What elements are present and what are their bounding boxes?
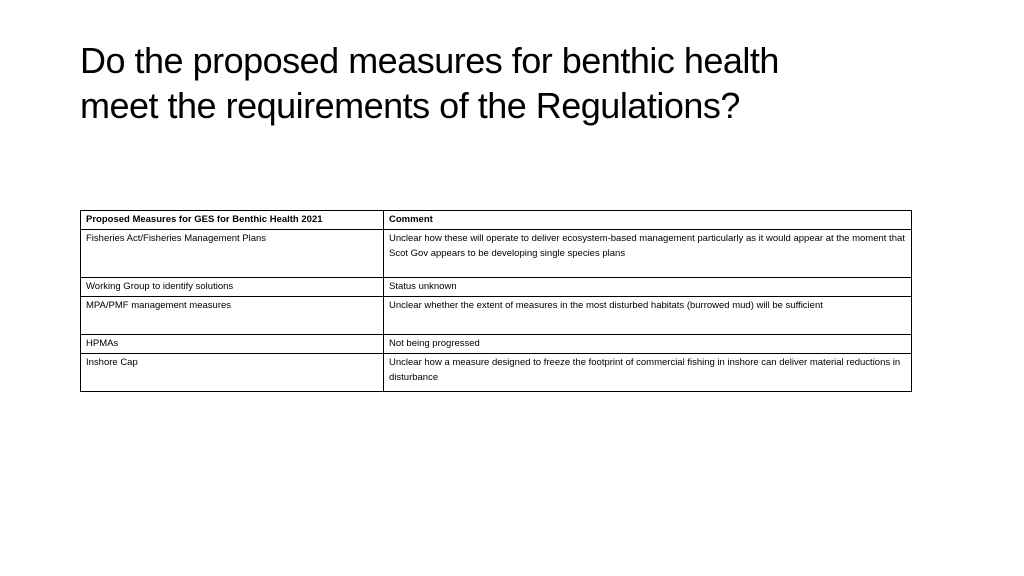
table-header-row xyxy=(81,211,912,230)
measure-cell: Working Group to identify solutions xyxy=(81,278,384,297)
measures-table xyxy=(80,210,912,392)
measure-cell: Fisheries Act/Fisheries Management Plans xyxy=(81,230,384,278)
measure-cell: MPA/PMF management measures xyxy=(81,297,384,335)
table-row xyxy=(81,297,912,335)
measure-cell: HPMAs xyxy=(81,335,384,354)
slide-title-line-2: meet the requirements of the Regulations? xyxy=(80,85,740,126)
column-header-measures: Proposed Measures for GES for Benthic Health 2021 xyxy=(81,211,384,230)
column-header-comment: Comment xyxy=(384,211,912,230)
comment-cell: Unclear how a measure designed to freeze the footprint of commercial fishing in inshore can deliver material reductions in disturbance xyxy=(384,354,912,392)
comment-cell: Unclear whether the extent of measures in the most disturbed habitats (burrowed mud) will be sufficient xyxy=(384,297,912,335)
comment-cell: Not being progressed xyxy=(384,335,912,354)
table-row xyxy=(81,278,912,297)
measure-cell: Inshore Cap xyxy=(81,354,384,392)
comment-cell: Status unknown xyxy=(384,278,912,297)
table-row xyxy=(81,354,912,392)
comment-cell: Unclear how these will operate to deliver ecosystem-based management particularly as it would appear at the moment that Scot Gov appears to be developing single species plans xyxy=(384,230,912,278)
slide-title xyxy=(80,38,960,128)
table-row xyxy=(81,335,912,354)
slide-title-line-1: Do the proposed measures for benthic health xyxy=(80,40,779,81)
table-row xyxy=(81,230,912,278)
